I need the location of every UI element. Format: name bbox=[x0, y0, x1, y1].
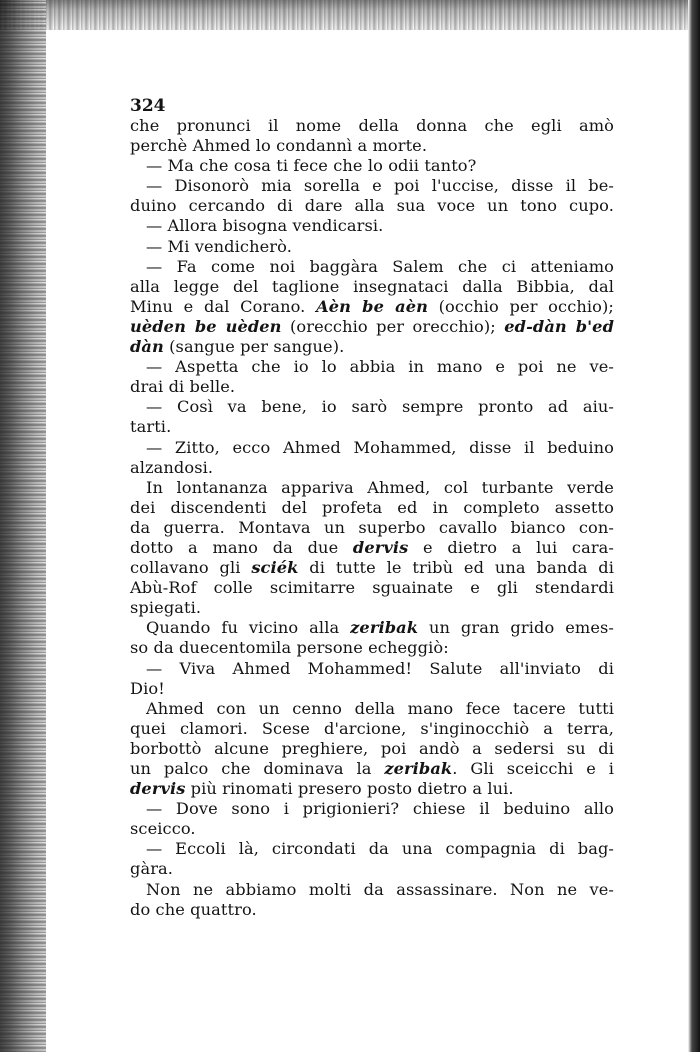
text-line bbox=[130, 538, 614, 558]
text-segment: (occhio per occhio); bbox=[427, 296, 614, 316]
text-line bbox=[130, 659, 614, 679]
text-line bbox=[130, 819, 614, 839]
text-segment: dotto a mano da due bbox=[130, 537, 353, 557]
text-segment: e dietro a lui cara- bbox=[408, 537, 614, 557]
page-number: 324 bbox=[130, 96, 166, 116]
text-segment: do che quattro. bbox=[130, 899, 257, 919]
text-segment: collavano gli bbox=[130, 558, 252, 578]
text-segment: . Gli sceicchi e i bbox=[452, 759, 614, 778]
text-line bbox=[130, 759, 614, 779]
text-segment: Abù-Rof colle scimitarre sguainate e gli stendardi bbox=[130, 578, 614, 598]
text-line bbox=[130, 679, 614, 699]
text-segment: — Fa come noi baggàra Salem che ci atteniamo bbox=[146, 256, 614, 276]
italic-term: dervis bbox=[352, 537, 409, 557]
text-line bbox=[130, 216, 614, 236]
text-segment: — Ma che cosa ti fece che lo odii tanto? bbox=[146, 156, 477, 176]
italic-term: ed-dàn b'ed bbox=[504, 316, 614, 336]
text-line bbox=[130, 458, 614, 478]
text-segment: — Eccoli là, circondati da una compagnia di bag- bbox=[146, 839, 614, 859]
text-line bbox=[130, 839, 614, 859]
text-segment: — Viva Ahmed Mohammed! Salute all'inviato di bbox=[146, 658, 614, 678]
text-line bbox=[130, 257, 614, 277]
text-segment: — Allora bisogna vendicarsi. bbox=[146, 216, 384, 236]
text-segment: che pronunci il nome della donna che egli amò bbox=[130, 116, 614, 135]
text-line bbox=[130, 317, 614, 337]
text-line bbox=[130, 618, 614, 638]
text-line bbox=[130, 478, 614, 498]
text-segment: — Zitto, ecco Ahmed Mohammed, disse il beduino bbox=[146, 437, 614, 457]
text-line bbox=[130, 417, 614, 437]
text-segment: alzandosi. bbox=[130, 457, 214, 477]
text-line bbox=[130, 196, 614, 216]
text-segment: duino cercando di dare alla sua voce un tono cupo. bbox=[130, 196, 614, 216]
text-segment: — Così va bene, io sarò sempre pronto ad aiu- bbox=[146, 397, 614, 417]
text-line bbox=[130, 638, 614, 658]
text-line bbox=[130, 880, 614, 900]
text-line bbox=[130, 498, 614, 518]
text-line bbox=[130, 397, 614, 417]
text-line bbox=[130, 900, 614, 920]
text-segment: — Aspetta che io lo abbia in mano e poi ne ve- bbox=[146, 357, 614, 377]
text-segment: perchè Ahmed lo condannì a morte. bbox=[130, 136, 428, 156]
italic-term: zeribak bbox=[384, 759, 453, 778]
text-line bbox=[130, 377, 614, 397]
text-line bbox=[130, 297, 614, 317]
text-segment: di tutte le tribù ed una banda di bbox=[298, 558, 614, 578]
text-segment: — Disonorò mia sorella e poi l'uccise, disse il be- bbox=[146, 176, 614, 196]
italic-term: sciék bbox=[251, 558, 299, 578]
text-line bbox=[130, 156, 614, 176]
text-segment: so da duecentomila persone echeggiò: bbox=[130, 638, 449, 658]
text-segment: un gran grido emes- bbox=[418, 618, 614, 638]
italic-term: dervis bbox=[130, 779, 186, 799]
text-line bbox=[130, 116, 614, 136]
text-segment: Quando fu vicino alla bbox=[146, 618, 351, 638]
scan-top-edge bbox=[0, 0, 700, 30]
italic-term: dàn bbox=[130, 337, 164, 357]
book-page bbox=[130, 96, 614, 920]
text-line bbox=[130, 799, 614, 819]
text-line bbox=[130, 337, 614, 357]
text-line bbox=[130, 699, 614, 719]
text-line bbox=[130, 719, 614, 739]
text-segment: borbottò alcune preghiere, poi andò a sedersi su di bbox=[130, 738, 614, 758]
text-line bbox=[130, 518, 614, 538]
text-segment: In lontananza appariva Ahmed, col turbante verde bbox=[146, 477, 614, 497]
text-segment: Dio! bbox=[130, 678, 165, 698]
text-line bbox=[130, 237, 614, 257]
text-line bbox=[130, 578, 614, 598]
text-segment: Ahmed con un cenno della mano fece tacere tutti bbox=[146, 698, 614, 718]
text-segment: dei discendenti del profeta ed in completo assetto bbox=[130, 497, 614, 517]
scan-left-edge bbox=[0, 0, 46, 1052]
text-line bbox=[130, 277, 614, 297]
text-segment: — Mi vendicherò. bbox=[146, 236, 292, 256]
text-segment: spiegati. bbox=[130, 598, 202, 618]
italic-term: Aèn be aèn bbox=[316, 296, 428, 316]
text-segment: drai di belle. bbox=[130, 377, 236, 397]
text-segment: — Dove sono i prigionieri? chiese il beduino allo bbox=[146, 799, 614, 819]
text-segment: tarti. bbox=[130, 417, 172, 437]
text-line bbox=[130, 357, 614, 377]
text-segment: quei clamori. Scese d'arcione, s'inginocchiò a terra, bbox=[130, 718, 614, 738]
italic-term: zeribak bbox=[350, 618, 419, 638]
text-segment: Non ne abbiamo molti da assassinare. Non ne ve- bbox=[146, 879, 614, 899]
text-segment: sceicco. bbox=[130, 819, 196, 839]
text-line bbox=[130, 779, 614, 799]
text-segment: alla legge del taglione insegnataci dalla Bibbia, dal bbox=[130, 276, 614, 296]
text-segment: Minu e dal Corano. bbox=[130, 296, 317, 316]
scan-right-edge bbox=[688, 0, 700, 1052]
text-line bbox=[130, 176, 614, 196]
text-line bbox=[130, 136, 614, 156]
text-line bbox=[130, 739, 614, 759]
text-segment: da guerra. Montava un superbo cavallo bianco con- bbox=[130, 517, 614, 537]
text-segment: (sangue per sangue). bbox=[163, 337, 345, 357]
text-line bbox=[130, 598, 614, 618]
body-text bbox=[130, 116, 614, 920]
text-line bbox=[130, 438, 614, 458]
text-segment: (orecchio per orecchio); bbox=[281, 316, 505, 336]
text-segment: più rinomati presero posto dietro a lui. bbox=[185, 779, 514, 799]
text-segment: gàra. bbox=[130, 859, 174, 879]
text-segment: un palco che dominava la bbox=[130, 759, 385, 778]
italic-term: uèden be uèden bbox=[130, 316, 282, 336]
text-line bbox=[130, 859, 614, 879]
text-line bbox=[130, 558, 614, 578]
